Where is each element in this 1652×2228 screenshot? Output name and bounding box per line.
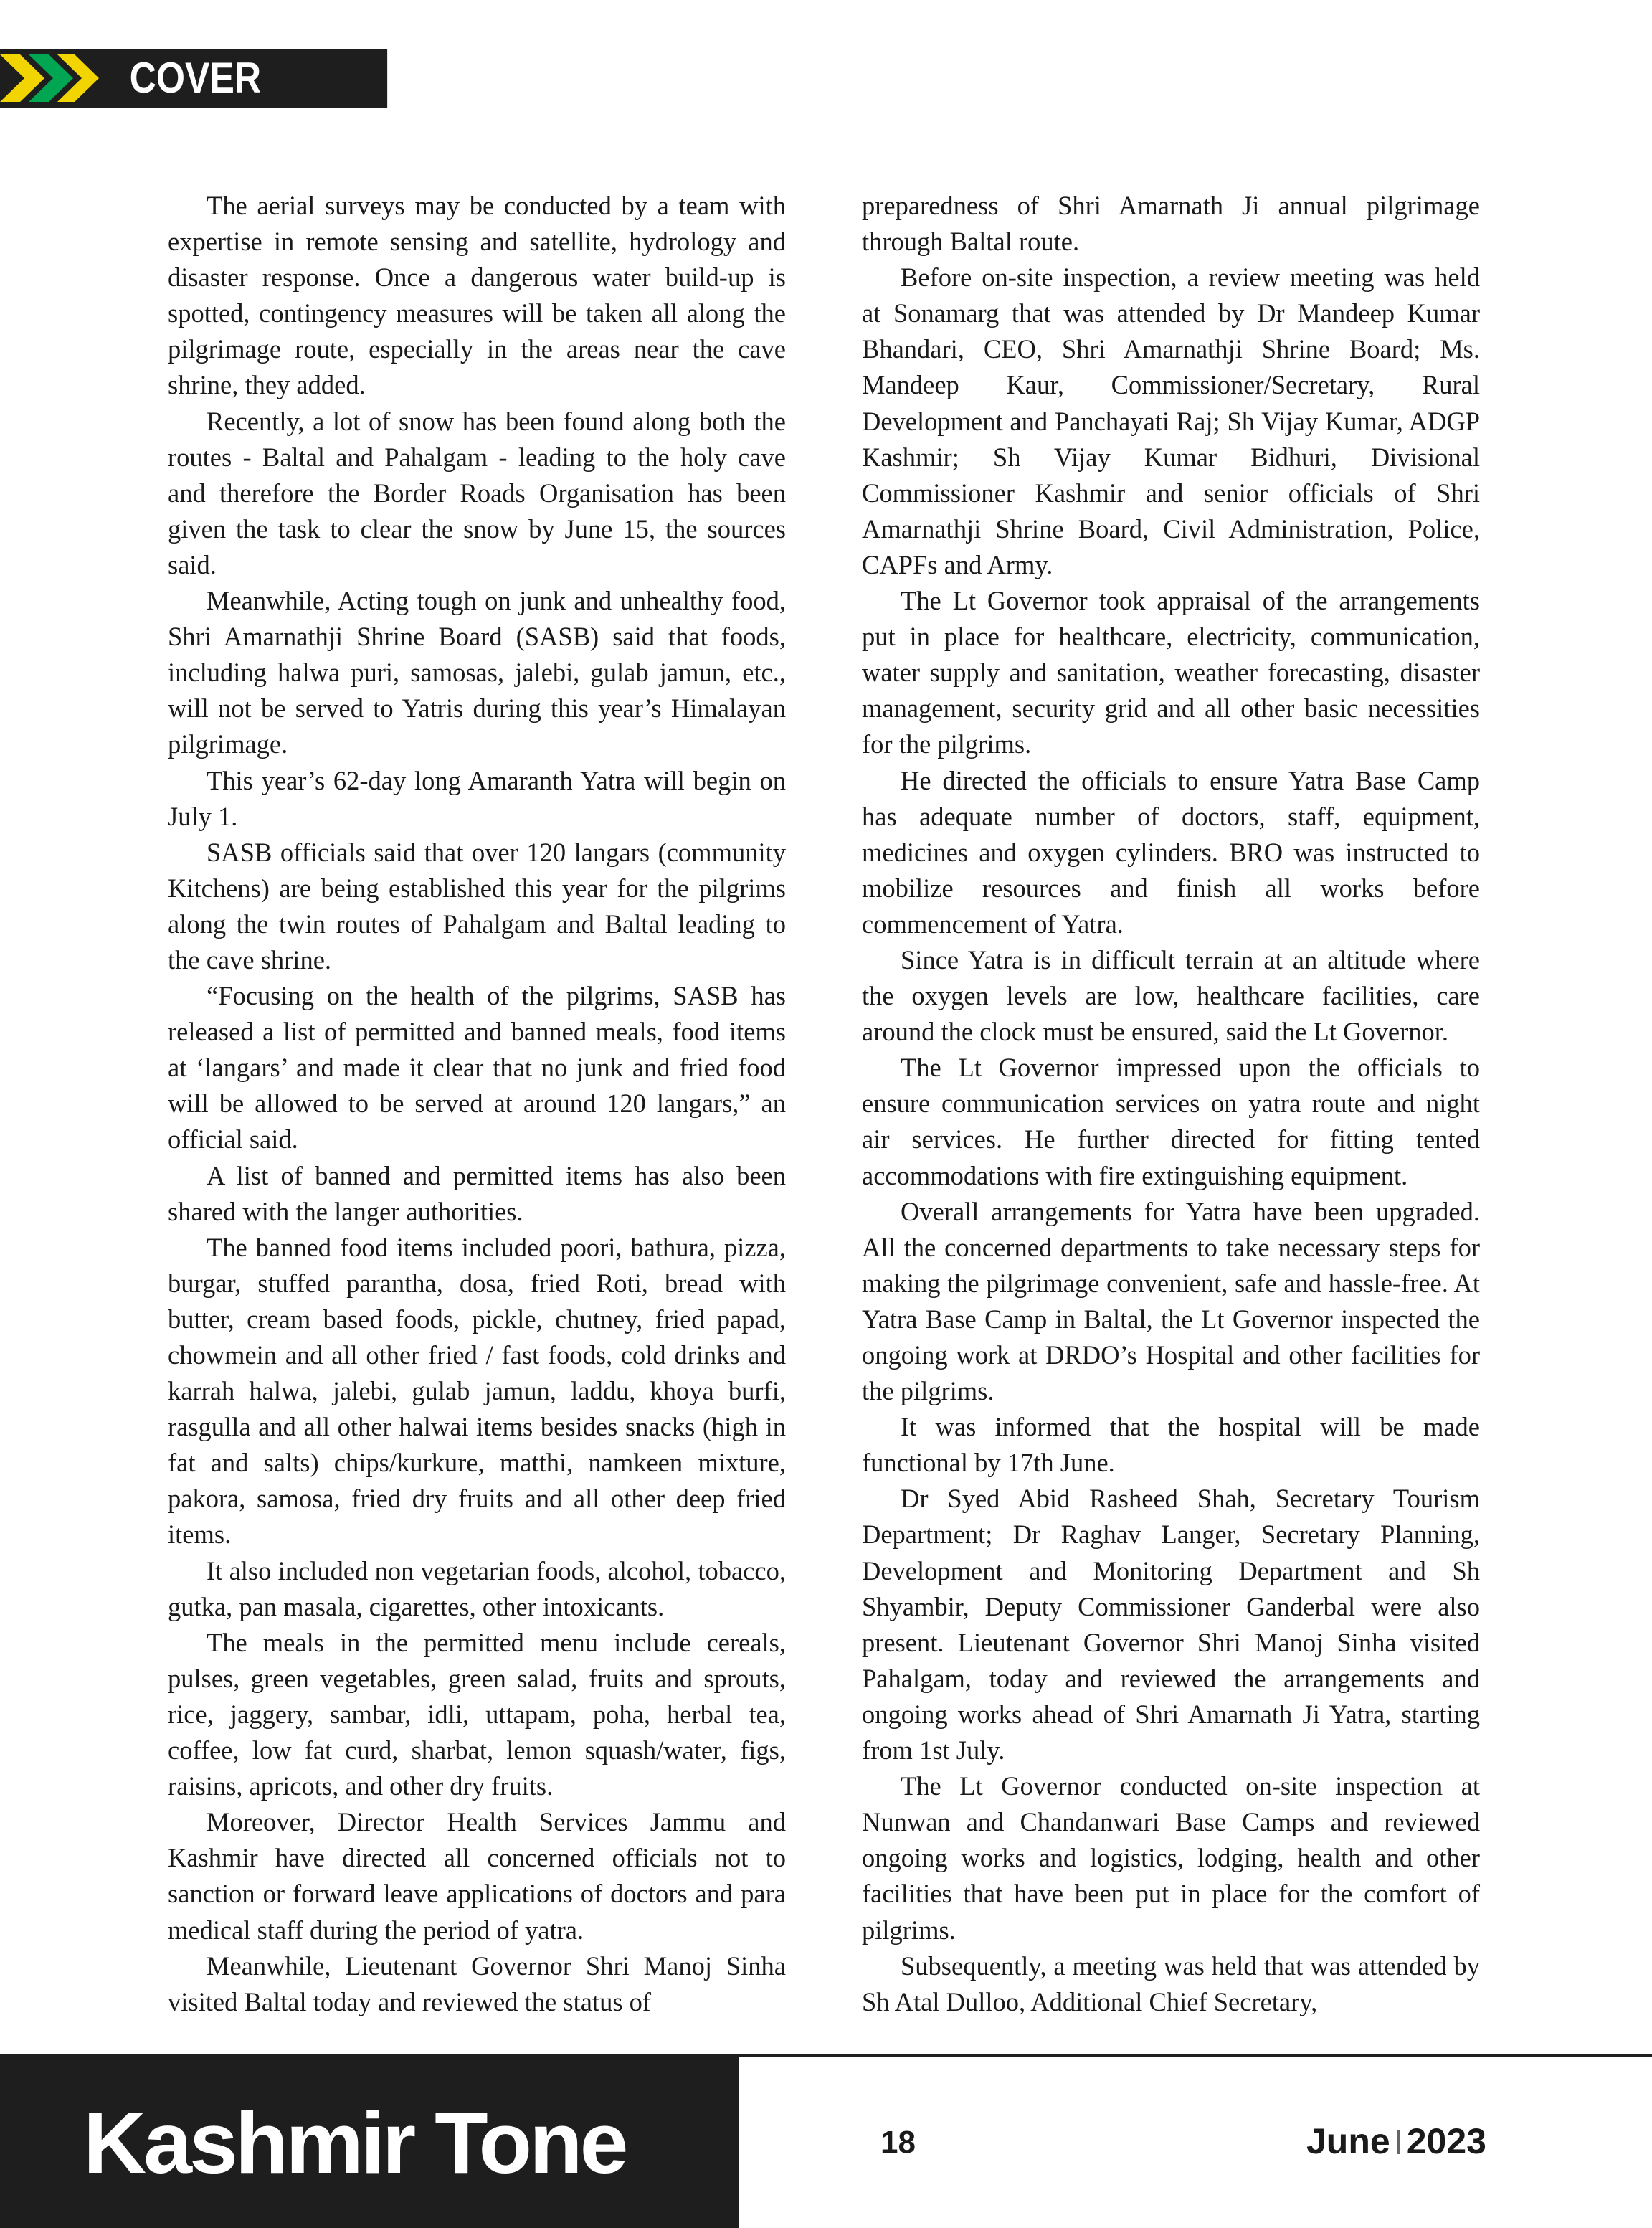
section-label: COVER STORY: [115, 49, 387, 108]
magazine-logo: Kashmir Tone: [83, 2094, 626, 2191]
article-column-right: [862, 188, 1480, 2020]
paragraph: This year’s 62-day long Amaranth Yatra will begin on July 1.: [168, 765, 786, 831]
paragraph: The Lt Governor impressed upon the officials to ensure communication services on yatra route and night air services. He further directed for fitting tented accommodations with fire extinguishing equipment.: [862, 1053, 1480, 1190]
paragraph: SASB officials said that over 120 langars (community Kitchens) are being established this year for the pilgrims along the twin routes of Pahalgam and Baltal leading to the cave shrine.: [168, 837, 786, 975]
date-separator: [1397, 2130, 1400, 2154]
page-number: 18: [880, 2125, 916, 2160]
paragraph: Recently, a lot of snow has been found along both the routes - Baltal and Pahalgam - leading to the holy cave and therefore the Border Roads Organisation has been given the task to clear the snow by June 15, the sources said.: [168, 406, 786, 579]
paragraph: Meanwhile, Lieutenant Governor Shri Manoj Sinha visited Baltal today and reviewed the status of: [168, 1950, 786, 2016]
paragraph: Since Yatra is in difficult terrain at an altitude where the oxygen levels are low, healthcare facilities, care around the clock must be ensured, said the Lt Governor.: [862, 944, 1480, 1047]
paragraph: The aerial surveys may be conducted by a team with expertise in remote sensing and satellite, hydrology and disaster response. Once a dangerous water build-up is spotted, contingency measures will be taken all along the pilgrimage route, especially in the areas near the cave shrine, they added.: [168, 191, 786, 400]
section-header: [0, 49, 432, 161]
chevron-arrows-icon: [0, 49, 115, 108]
paragraph: “Focusing on the health of the pilgrims, SASB has released a list of permitted and banned meals, food items at ‘langars’ and made it clear that no junk and fried food will be allowed to be served at around 120 langars,” an official said.: [168, 981, 786, 1155]
paragraph: A list of banned and permitted items has also been shared with the langer authorities.: [168, 1160, 786, 1226]
article-column-left: [168, 188, 786, 2020]
paragraph: He directed the officials to ensure Yatra Base Camp has adequate number of doctors, staff, equipment, medicines and oxygen cylinders. BRO was instructed to mobilize resources and finish all works before commencement of Yatra.: [862, 765, 1480, 939]
issue-month: June: [1306, 2121, 1390, 2161]
paragraph: The Lt Governor took appraisal of the arrangements put in place for healthcare, electricity, communication, water supply and sanitation, weather forecasting, disaster management, security grid and all other basic necessities for the pilgrims.: [862, 586, 1480, 759]
paragraph: The banned food items included poori, bathura, pizza, burgar, stuffed parantha, dosa, fried Roti, bread with butter, cream based foods, pickle, chutney, fried papad, chowmein and all other fried / fast foods, cold drinks and karrah halwa, jalebi, gulab jamun, laddu, khoya burfi, rasgulla and all other halwai items besides snacks (high in fat and salts) chips/kurkure, matthi, namkeen mixture, pakora, samosa, fried dry fruits and all other deep fried items.: [168, 1232, 786, 1550]
paragraph: Dr Syed Abid Rasheed Shah, Secretary Tourism Department; Dr Raghav Langer, Secretary Planning, Development and Monitoring Department and Sh Shyambir, Deputy Commissioner Ganderbal were also present. Lieutenant Governor Shri Manoj Sinha visited Pahalgam, today and reviewed the arrangements and ongoing works ahead of Shri Amarnath Ji Yatra, starting from 1st July.: [862, 1484, 1480, 1765]
paragraph: Before on-site inspection, a review meeting was held at Sonamarg that was attended by Dr Mandeep Kumar Bhandari, CEO, Shri Amarnathji Shrine Board; Ms. Mandeep Kaur, Commissioner/Secretary, Rural Development and Panchayati Raj; Sh Vijay Kumar, ADGP Kashmir; Sh Vijay Kumar Bidhuri, Divisional Commissioner Kashmir and senior officials of Shri Amarnathji Shrine Board, Civil Administration, Police, CAPFs and Army.: [862, 262, 1480, 579]
paragraph: It was informed that the hospital will be made functional by 17th June.: [862, 1412, 1480, 1478]
paragraph: The meals in the permitted menu include cereals, pulses, green vegetables, green salad, fruits and sprouts, rice, jaggery, sambar, idli, uttapam, poha, herbal tea, coffee, low fat curd, sharbat, lemon squash/water, figs, raisins, apricots, and other dry fruits.: [168, 1627, 786, 1801]
paragraph: Subsequently, a meeting was held that was attended by Sh Atal Dulloo, Additional Chief Secretary,: [862, 1950, 1480, 2016]
paragraph: Moreover, Director Health Services Jammu and Kashmir have directed all concerned officials not to sanction or forward leave applications of doctors and para medical staff during the period of yatra.: [168, 1807, 786, 1945]
paragraph: It also included non vegetarian foods, alcohol, tobacco, gutka, pan masala, cigarettes, other intoxicants.: [168, 1555, 786, 1621]
paragraph: Overall arrangements for Yatra have been upgraded. All the concerned departments to take necessary steps for making the pilgrimage convenient, safe and hassle-free. At Yatra Base Camp in Baltal, the Lt Governor inspected the ongoing work at DRDO’s Hospital and other facilities for the pilgrims.: [862, 1196, 1480, 1406]
issue-year: 2023: [1406, 2121, 1486, 2161]
paragraph: The Lt Governor conducted on-site inspection at Nunwan and Chandanwari Base Camps and reviewed ongoing works and logistics, lodging, health and other facilities that have been put in place for the comfort of pilgrims.: [862, 1771, 1480, 1945]
paragraph: Meanwhile, Acting tough on junk and unhealthy food, Shri Amarnathji Shrine Board (SASB) said that foods, including halwa puri, samosas, jalebi, gulab jamun, etc., will not be served to Yatris during this year’s Himalayan pilgrimage.: [168, 586, 786, 759]
issue-date: [1306, 2118, 1486, 2164]
paragraph: preparedness of Shri Amarnath Ji annual pilgrimage through Baltal route.: [862, 191, 1480, 257]
